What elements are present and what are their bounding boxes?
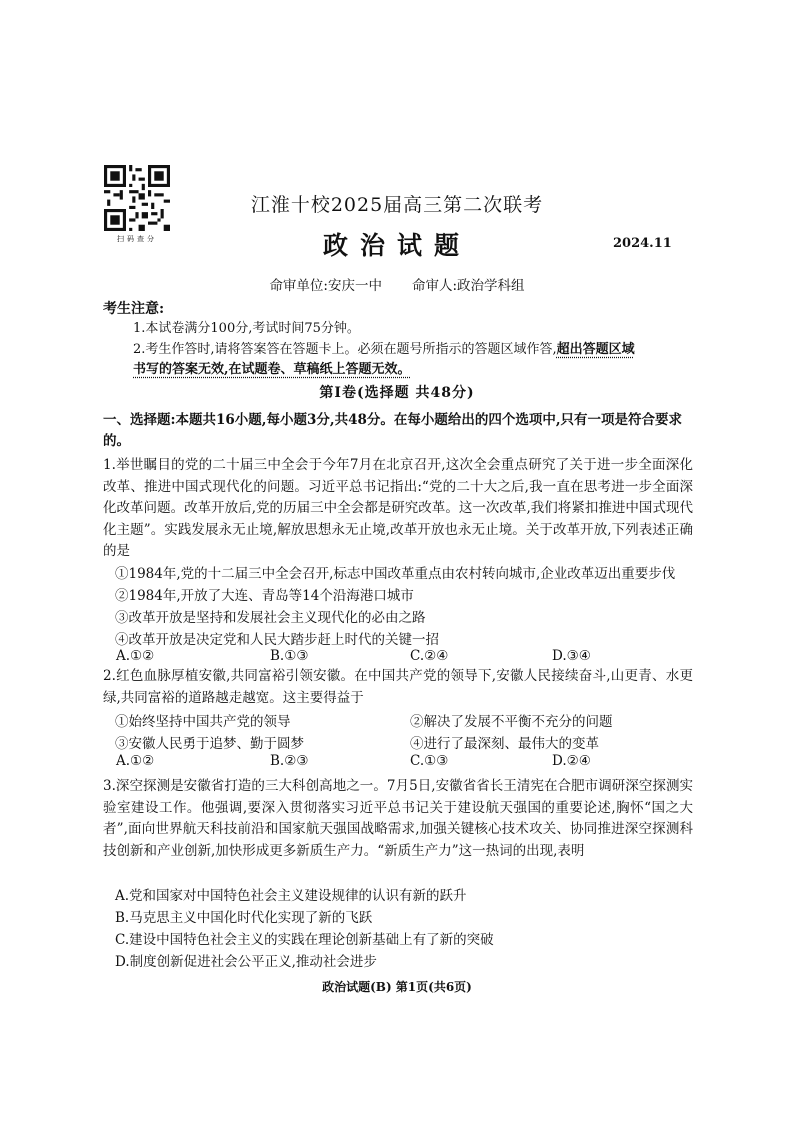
notice-title: 考生注意:: [103, 301, 165, 317]
q2-statement-2: ②解决了发展不平衡不充分的问题: [410, 714, 613, 730]
q2-statement-4: ④进行了最深刻、最伟大的变革: [410, 736, 599, 752]
exam-subtitle: 江淮十校2025届高三第二次联考: [250, 194, 544, 216]
notice-item-2: [133, 340, 693, 360]
section-heading: 第Ⅰ卷(选择题 共48分): [319, 385, 475, 401]
question-3-stem: 3.深空探测是安徽省打造的三大科创高地之一。7月5日,安徽省省长王清宪在合肥市调研深空探测实验室建设工作。他强调,要深入贯彻落实习近平总书记关于建设航天强国的重要论述,胸怀“国之大者”,面向世界航天科技前沿和国家航天强国战略需求,加强关键核心技术攻关、协同推进深空探测科技创新和产业创新,加快形成更多新质生产力。“新质生产力”这一热词的出现,表明: [103, 778, 693, 859]
q1-statement-3: ③改革开放是坚持和发展社会主义现代化的必由之路: [115, 610, 426, 626]
instruction: 一、选择题:本题共16小题,每小题3分,共48分。在每小题给出的四个选项中,只有一项是符合要求的。: [103, 412, 683, 449]
notice-item-1: 1.本试卷满分100分,考试时间75分钟。: [133, 321, 360, 336]
notice-item-2-text: 2.考生作答时,请将答案答在答题卡上。必须在题号所指示的答题区域作答,: [133, 342, 557, 357]
q2-statement-1: ①始终坚持中国共产党的领导: [115, 714, 291, 730]
notice-item-2-continued: 书写的答案无效,在试题卷、草稿纸上答题无效。: [133, 362, 411, 377]
q3-option-d: D.制度创新促进社会公平正义,推动社会进步: [115, 954, 377, 970]
q2-option-a: A.①②: [116, 753, 155, 769]
qr-caption: 扫码查分: [117, 235, 157, 243]
q2-statement-3: ③安徽人民勇于追梦、勤于圆梦: [115, 736, 304, 752]
q1-option-b: B.①③: [270, 648, 309, 664]
q1-statement-2: ②1984年,开放了大连、青岛等14个沿海港口城市: [115, 588, 414, 604]
notice-item-2-emphasis: 超出答题区域: [556, 342, 635, 357]
q1-option-a: A.①②: [116, 648, 155, 664]
page-title: 政治试题: [322, 231, 471, 260]
setting-author: 命审人:政治学科组: [412, 278, 525, 294]
q3-option-a: A.党和国家对中国特色社会主义建设规律的认识有新的跃升: [115, 888, 467, 904]
q2-option-c: C.①③: [410, 753, 449, 769]
q1-statement-4: ④改革开放是决定党和人民大踏步赶上时代的关键一招: [115, 632, 439, 648]
authors-line: [0, 274, 794, 294]
q2-option-d: D.②④: [552, 753, 591, 769]
q1-statement-1: ①1984年,党的十二届三中全会召开,标志中国改革重点由农村转向城市,企业改革迈出重要步伐: [115, 566, 676, 582]
q1-option-c: C.②④: [410, 648, 449, 664]
q3-option-b: B.马克思主义中国化时代化实现了新的飞跃: [115, 910, 373, 926]
q2-option-b: B.②③: [270, 753, 309, 769]
setting-unit: 命审单位:安庆一中: [269, 278, 382, 294]
page-footer: 政治试题(B) 第1页(共6页): [322, 980, 472, 994]
q1-option-d: D.③④: [552, 648, 591, 664]
exam-date: 2024.11: [613, 236, 672, 251]
question-2-stem: 2.红色血脉厚植安徽,共同富裕引领安徽。在中国共产党的领导下,安徽人民接续奋斗,山更青、水更绿,共同富裕的道路越走越宽。这主要得益于: [103, 668, 693, 706]
question-1-stem: 1.举世瞩目的党的二十届三中全会于今年7月在北京召开,这次全会重点研究了关于进一步全面深化改革、推进中国式现代化的问题。习近平总书记指出:“党的二十大之后,我一直在思考进一步全面深化改革问题。改革开放后,党的历届三中全会都是研究改革。这一次改革,我们将紧扣推进中国式现代化主题”。实践发展永无止境,解放思想永无止境,改革开放也永无止境。关于改革开放,下列表述正确的是: [103, 457, 693, 559]
q3-option-c: C.建设中国特色社会主义的实践在理论创新基础上有了新的突破: [115, 932, 494, 948]
